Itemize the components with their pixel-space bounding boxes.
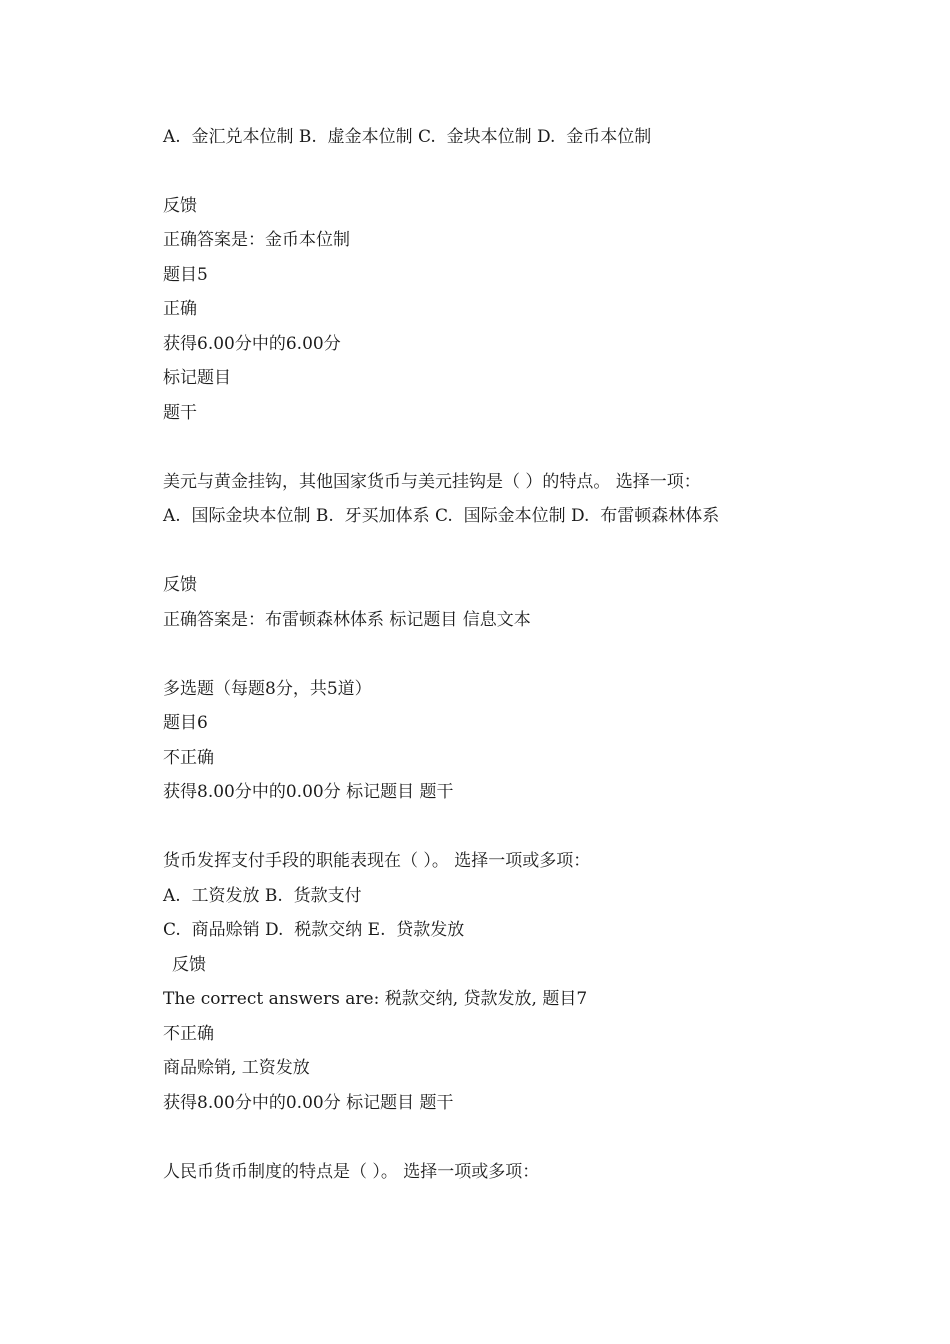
question-status: 不正确 <box>163 748 214 768</box>
correct-answer: 正确答案是：金币本位制 <box>163 230 350 250</box>
question-status: 正确 <box>163 299 197 319</box>
question-stem-label: 题干 <box>163 403 197 423</box>
question-number: 题目6 <box>163 713 208 733</box>
q5-options: A. 国际金块本位制 B. 牙买加体系 C. 国际金本位制 D. 布雷顿森林体系 <box>163 506 720 526</box>
section-heading: 多选题（每题8分，共5道） <box>163 679 372 699</box>
answer-continuation: 商品赊销, 工资发放 <box>163 1058 310 1078</box>
feedback-heading: 反馈 <box>163 196 197 216</box>
flag-question-link[interactable]: 标记题目 <box>163 368 231 388</box>
question-status: 不正确 <box>163 1024 214 1044</box>
q6-options-row-1: A. 工资发放 B. 货款支付 <box>163 886 362 906</box>
question-score: 获得6.00分中的6.00分 <box>163 334 341 354</box>
feedback-heading: 反馈 <box>163 575 197 595</box>
question-text: 货币发挥支付手段的职能表现在（ ）。 选择一项或多项： <box>163 851 591 871</box>
question-text: 美元与黄金挂钩，其他国家货币与美元挂钩是（ ）的特点。 选择一项： <box>163 472 701 492</box>
q6-options-row-2: C. 商品赊销 D. 税款交纳 E. 贷款发放 <box>163 920 465 940</box>
question-number: 题目5 <box>163 265 208 285</box>
question-score: 获得8.00分中的0.00分 标记题目 题干 <box>163 1093 454 1113</box>
correct-answer: 正确答案是：布雷顿森林体系 标记题目 信息文本 <box>163 610 531 630</box>
question-score: 获得8.00分中的0.00分 标记题目 题干 <box>163 782 454 802</box>
q4-options: A. 金汇兑本位制 B. 虚金本位制 C. 金块本位制 D. 金币本位制 <box>163 127 652 147</box>
question-text: 人民币货币制度的特点是（ ）。 选择一项或多项： <box>163 1162 540 1182</box>
feedback-heading: 反馈 <box>172 955 206 975</box>
correct-answers: The correct answers are: 税款交纳, 贷款发放, 题目7 <box>163 989 588 1009</box>
